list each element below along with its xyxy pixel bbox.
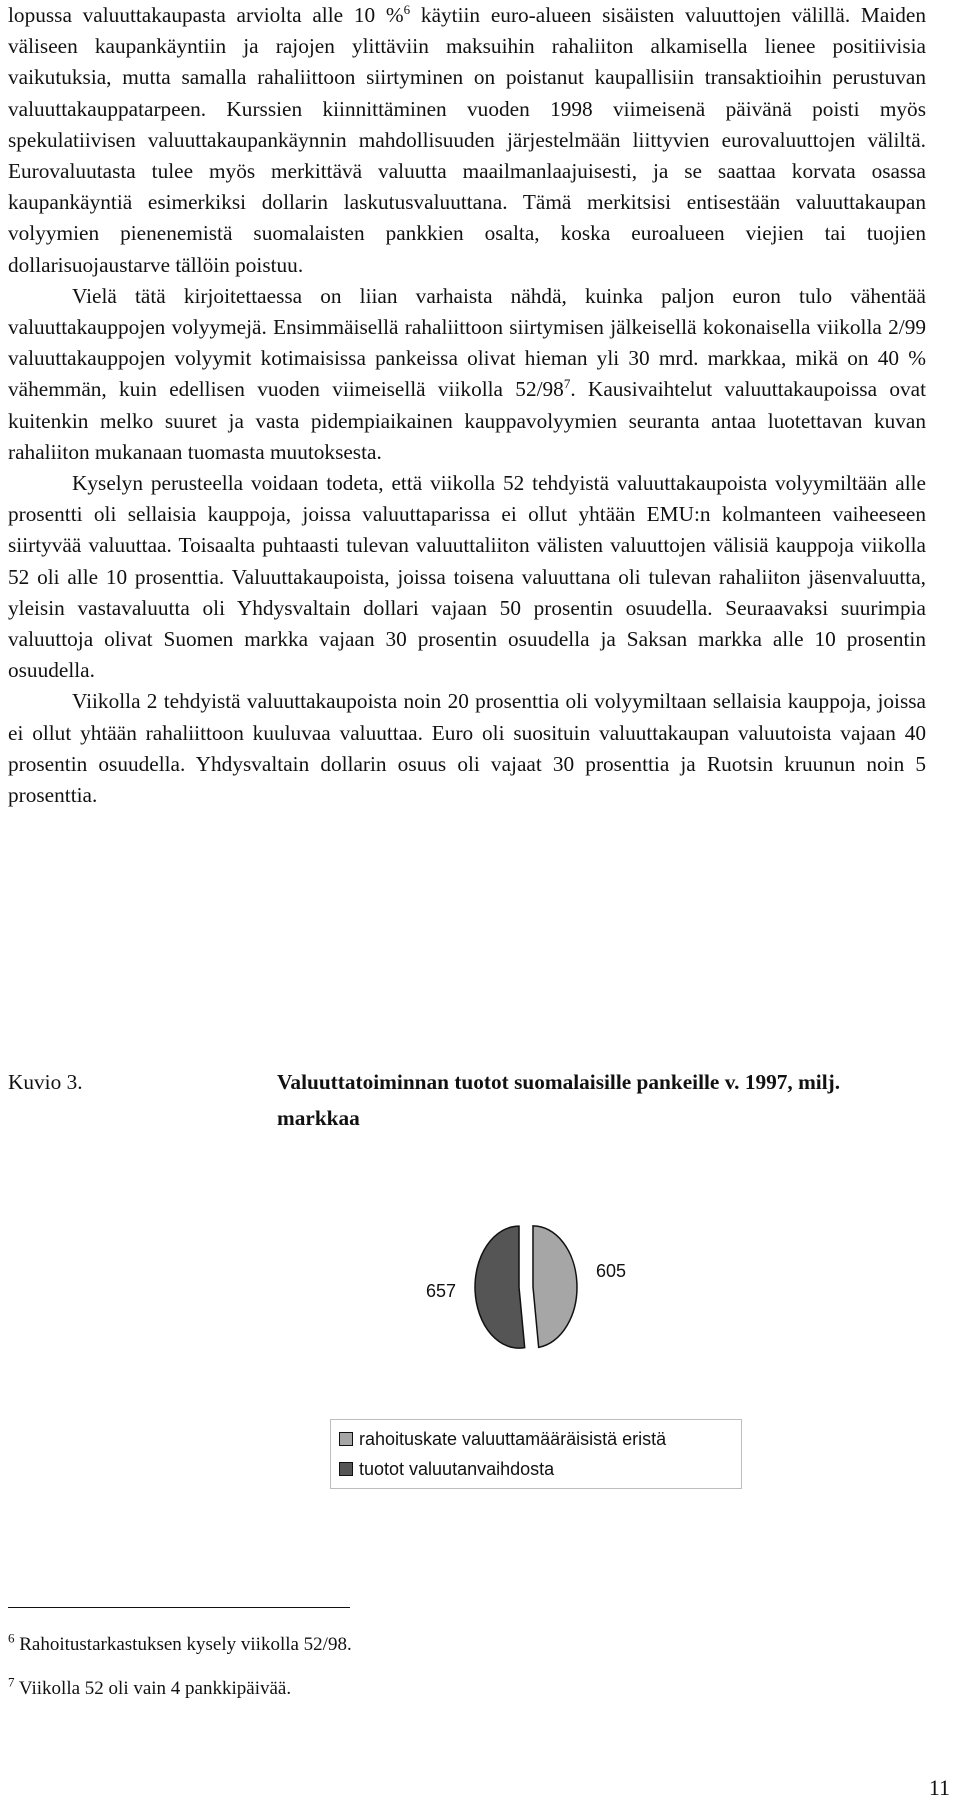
paragraph <box>8 468 926 686</box>
paragraph-text: Kyselyn perusteella voidaan todeta, että viikolla 52 tehdyistä valuuttakaupoista volyymiltään alle prosentti oli sellaisia kauppoja, joissa valuuttaparissa ei ollut yhtään EMU:n kolmanteen vaiheeseen siirtyvää valuuttaa. Toisaalta puhtaasti tulevan valuuttaliiton välisten valuuttojen välisiä kauppoja viikolla 52 oli alle 10 prosenttia. Valuuttakaupoista, joissa toisena valuuttana oli tulevan rahaliiton jäsenvaluutta, yleisin vastavaluutta oli Yhdysvaltain dollari vajaan 50 prosentin osuudella. Seuraavaksi suurimpia valuuttoja olivat Suomen markka vajaan 30 prosentin osuudella ja Saksan markka alle 10 prosentin osuudella. <box>8 471 926 683</box>
figure-title: Valuuttatoiminnan tuotot suomalaisille pankeille v. 1997, milj. markkaa <box>277 1070 841 1130</box>
paragraph-text: lopussa valuuttakaupasta arviolta alle 10 % <box>8 3 404 27</box>
footnote-ref: 6 <box>403 1 411 17</box>
footnote-text: Viikolla 52 oli vain 4 pankkipäivää. <box>14 1678 292 1699</box>
footnote <box>8 1676 291 1702</box>
paragraph-text: Vielä tätä kirjoitettaessa on liian varhaista nähdä, kuinka paljon euron tulo vähentää valuuttakauppojen volyymejä. Ensimmäisellä rahaliittoon siirtymisen jälkeisellä kokonaisella viikolla 2/99 valuuttakauppojen volyymit kotimaisissa pankeissa olivat hieman yli 30 mrd. markkaa, mikä on 40 % vähemmän, kuin edellisen vuoden viimeisellä viikolla 52/98 <box>8 283 926 402</box>
slice-value-label: 657 <box>425 1281 456 1301</box>
page-number: 11 <box>928 1775 950 1800</box>
figure-label: Kuvio 3. <box>8 1070 83 1094</box>
legend-item <box>339 1427 666 1451</box>
footnote <box>8 1632 352 1658</box>
paragraph-text: . Kausivaihtelut valuuttakaupoissa ovat kuitenkin melko suuret ja vasta pidempiaikainen kauppavolyymien seuranta antaa luotettavan kuvan rahaliiton mukanaan tuomasta muutoksesta. <box>8 377 926 464</box>
paragraph <box>8 0 926 281</box>
paragraph <box>8 281 926 468</box>
slice-value-label: 605 <box>596 1261 627 1281</box>
legend-label: tuotot valuutanvaihdosta <box>359 1458 555 1479</box>
paragraph <box>8 686 926 811</box>
pie-chart-svg <box>0 1200 960 1410</box>
legend-swatch <box>339 1432 353 1446</box>
chart-legend <box>330 1419 742 1489</box>
pie-slice <box>475 1226 525 1348</box>
paragraph-text: Viikolla 2 tehdyistä valuuttakaupoista noin 20 prosenttia oli volyymiltaan sellaisia kauppoja, joissa ei ollut yhtään rahaliittoon kuuluvaa valuuttaa. Euro oli suosituin valuuttakaupan valuutoista vajaan 40 prosentin osuudella. Yhdysvaltain dollarin osuus oli vajaat 30 prosenttia ja Ruotsin kruunun noin 5 prosenttia. <box>8 689 926 808</box>
legend-item <box>339 1457 554 1481</box>
footnote-number: 7 <box>8 1674 15 1690</box>
footnote-number: 6 <box>8 1630 15 1646</box>
footnote-text: Rahoitustarkastuksen kysely viikolla 52/98. <box>14 1634 352 1655</box>
paragraph-text: käytiin euro-alueen sisäisten valuuttojen välillä. Maiden väliseen kaupankäyntiin ja rajojen ylittäviin maksuihin rahaliiton alkamisella lienee positiivisia vaikutuksia, mutta samalla rahaliittoon siirtyminen on poistanut kaupallisiin transaktioihin perustuvan valuuttakauppatarpeen. Kurssien kiinnittäminen vuoden 1998 viimeisenä päivänä poisti myös spekulatiivisen valuuttakaupankäynnin mahdollisuuden järjestelmään liittyvien eurovaluuttojen väliltä. Eurovaluutasta tulee myös merkittävä valuutta maailmanlaajuisesti, ja se saattaa korvata osassa kaupankäyntiä esimerkiksi dollarin laskutusvaluuttana. Tämä merkitsisi entisestään valuuttakaupan volyymien pienenemistä suomalaisten pankkien osalta, koska euroalueen viejien tai tuojien dollarisuojaustarve tällöin poistuu. <box>8 3 926 277</box>
footnote-divider <box>8 1607 350 1608</box>
footnote-ref: 7 <box>563 376 571 392</box>
pie-slice <box>533 1226 577 1347</box>
legend-label: rahoituskate valuuttamääräisistä eristä <box>359 1428 667 1449</box>
legend-swatch <box>339 1462 353 1476</box>
body-text <box>8 0 926 811</box>
